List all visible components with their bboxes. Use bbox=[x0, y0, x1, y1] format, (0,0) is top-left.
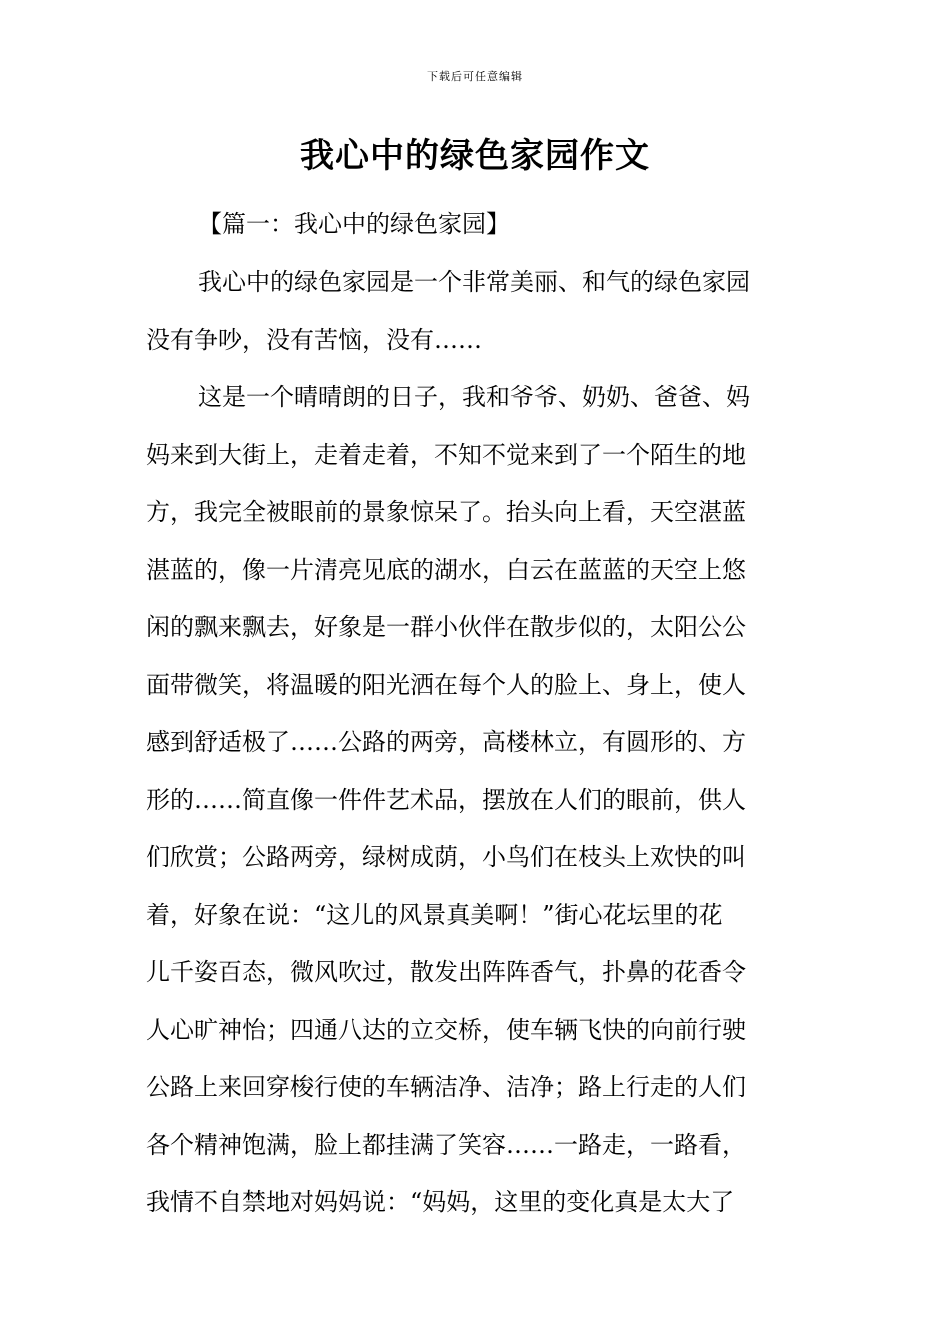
document-title: 我心中的绿色家园作文 bbox=[300, 136, 650, 176]
paragraph-2-line: 儿千姿百态，微风吹过，散发出阵阵香气，扑鼻的花香令 bbox=[146, 958, 746, 986]
paragraph-2-line: 感到舒适极了……公路的两旁，高楼林立，有圆形的、方 bbox=[146, 728, 746, 756]
paragraph-2-line: 面带微笑，将温暖的阳光洒在每个人的脸上、身上，使人 bbox=[146, 670, 746, 699]
paragraph-2-line: 着，好象在说：“这儿的风景真美啊！”街心花坛里的花 bbox=[146, 900, 723, 929]
paragraph-2-line: 形的……简直像一件件艺术品，摆放在人们的眼前，供人 bbox=[146, 785, 746, 814]
paragraph-2 bbox=[146, 377, 808, 1240]
paragraph-2-line: 我情不自禁地对妈妈说：“妈妈，这里的变化真是太大了 bbox=[146, 1188, 735, 1216]
paragraph-1 bbox=[146, 262, 808, 377]
paragraph-2-line: 这是一个晴晴朗的日子，我和爷爷、奶奶、爸爸、妈 bbox=[198, 383, 750, 411]
paragraph-2-line: 公路上来回穿梭行使的车辆洁净、洁净；路上行走的人们 bbox=[146, 1073, 746, 1101]
paragraph-2-line: 方，我完全被眼前的景象惊呆了。抬头向上看，天空湛蓝 bbox=[146, 498, 746, 526]
paragraph-2-line: 妈来到大街上，走着走着，不知不觉来到了一个陌生的地 bbox=[146, 440, 746, 469]
paragraph-2-line: 各个精神饱满，脸上都挂满了笑容……一路走，一路看， bbox=[146, 1130, 746, 1159]
paragraph-1-line: 没有争吵，没有苦恼，没有…… bbox=[146, 325, 482, 354]
paragraph-2-line: 人心旷神怡；四通八达的立交桥，使车辆飞快的向前行驶 bbox=[146, 1015, 746, 1044]
paragraph-1-line: 我心中的绿色家园是一个非常美丽、和气的绿色家园 bbox=[198, 268, 750, 296]
paragraph-2-line: 湛蓝的，像一片清亮见底的湖水，白云在蓝蓝的天空上悠 bbox=[146, 555, 746, 584]
paragraph-2-line: 闲的飘来飘去，好象是一群小伙伴在散步似的，太阳公公 bbox=[146, 613, 746, 641]
paragraph-2-line: 们欣赏；公路两旁，绿树成荫，小鸟们在枝头上欢快的叫 bbox=[146, 843, 746, 871]
header-note: 下载后可任意编辑 bbox=[427, 70, 523, 83]
section-heading: 【篇一：我心中的绿色家园】 bbox=[198, 210, 510, 238]
